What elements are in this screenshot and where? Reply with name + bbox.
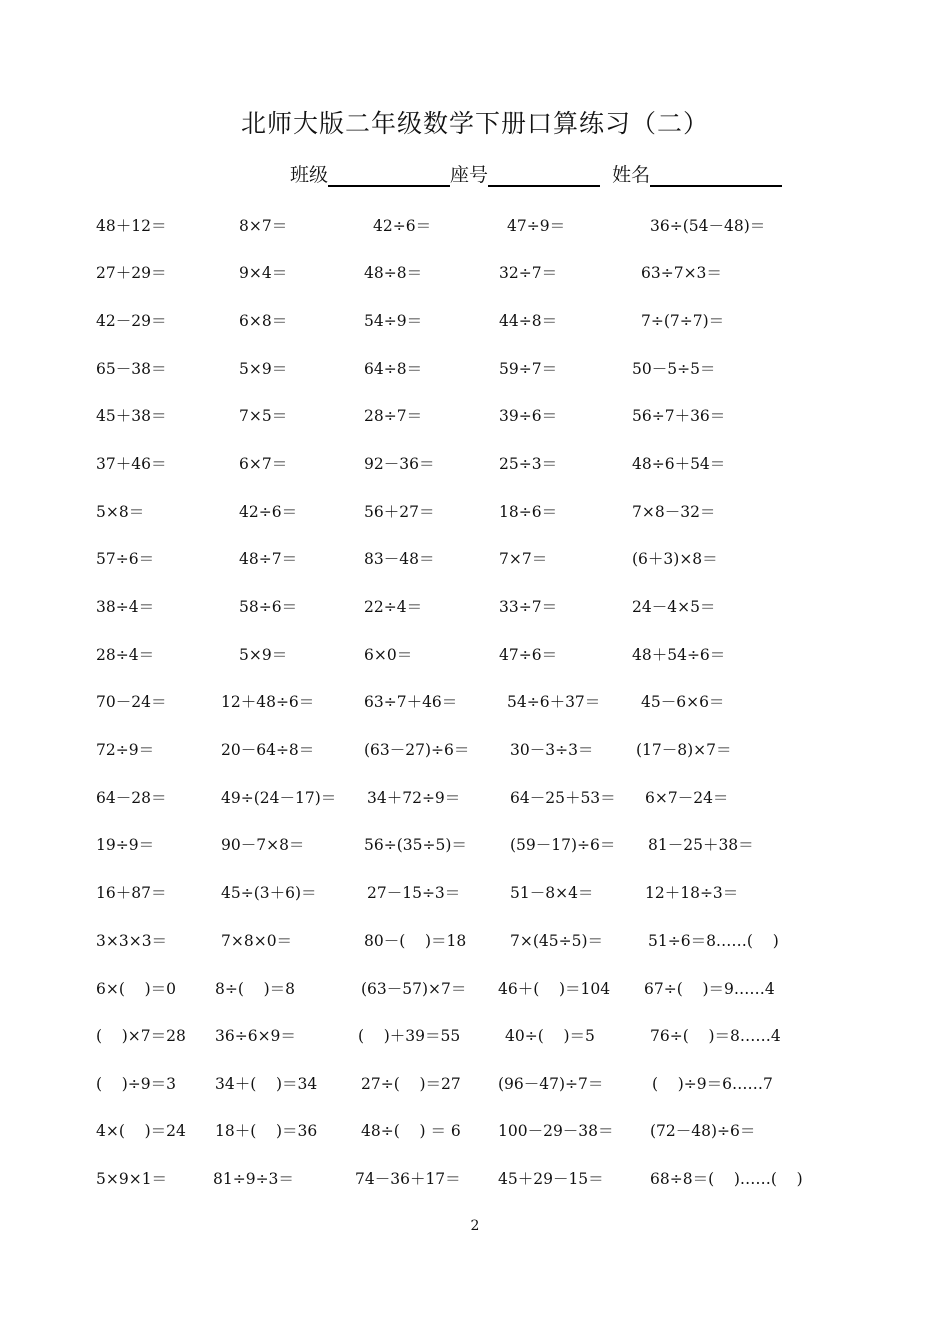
exercise-row [0, 1072, 950, 1096]
exercise-item: ( )÷9＝3 [96, 1075, 177, 1093]
exercise-item: 56＋27＝ [364, 503, 435, 521]
exercise-item: 32÷7＝ [499, 264, 558, 282]
exercise-item: 48÷7＝ [239, 550, 298, 568]
exercise-item: (72－48)÷6＝ [650, 1122, 756, 1140]
exercise-item: 45－6×6＝ [641, 693, 725, 711]
exercise-item: 42÷6＝ [373, 217, 432, 235]
exercise-row [0, 643, 950, 667]
exercise-item: (59－17)÷6＝ [510, 836, 616, 854]
exercise-item: 67÷( )＝9……4 [644, 980, 775, 998]
exercise-item: 16＋87＝ [96, 884, 167, 902]
exercise-item: 12＋48÷6＝ [221, 693, 315, 711]
exercise-item: 7×5＝ [239, 407, 288, 425]
exercise-item: 7×7＝ [499, 550, 548, 568]
exercise-item: 81－25＋38＝ [648, 836, 754, 854]
exercise-item: (96－47)÷7＝ [498, 1075, 604, 1093]
exercise-item: 34＋( )＝34 [215, 1075, 318, 1093]
exercise-item: 40÷( )＝5 [505, 1027, 595, 1045]
exercise-row [0, 547, 950, 571]
exercise-row [0, 357, 950, 381]
exercise-item: 100－29－38＝ [498, 1122, 614, 1140]
exercise-item: 76÷( )＝8……4 [650, 1027, 781, 1045]
exercise-item: 63÷7×3＝ [641, 264, 722, 282]
exercise-item: 68÷8＝( )……( ) [650, 1170, 803, 1188]
exercise-item: 28÷7＝ [364, 407, 423, 425]
exercise-row [0, 1119, 950, 1143]
exercise-item: 6×7＝ [239, 455, 288, 473]
exercise-item: 64－28＝ [96, 789, 167, 807]
exercise-item: 28÷4＝ [96, 646, 155, 664]
exercise-item: 34＋72÷9＝ [367, 789, 461, 807]
exercise-row [0, 881, 950, 905]
exercise-item: 6×7－24＝ [645, 789, 729, 807]
exercise-item: (6＋3)×8＝ [632, 550, 718, 568]
exercise-item: 65－38＝ [96, 360, 167, 378]
exercise-item: 7×8×0＝ [221, 932, 293, 950]
exercise-item: 47÷9＝ [507, 217, 566, 235]
exercise-item: 5×9＝ [239, 646, 288, 664]
exercise-item: 92－36＝ [364, 455, 435, 473]
exercise-row [0, 500, 950, 524]
exercise-item: 59÷7＝ [499, 360, 558, 378]
exercise-item: ( )＋39＝55 [358, 1027, 461, 1045]
exercise-row [0, 404, 950, 428]
exercise-row [0, 1024, 950, 1048]
exercise-row [0, 1167, 950, 1191]
exercise-row [0, 833, 950, 857]
exercise-item: 51－8×4＝ [510, 884, 594, 902]
exercise-item: 22÷4＝ [364, 598, 423, 616]
exercise-item: 5×9×1＝ [96, 1170, 168, 1188]
exercise-item: 27÷( )＝27 [361, 1075, 461, 1093]
exercise-item: 45÷(3＋6)＝ [221, 884, 317, 902]
exercise-item: 33÷7＝ [499, 598, 558, 616]
exercise-row [0, 786, 950, 810]
exercise-item: 5×8＝ [96, 503, 145, 521]
exercise-item: ( )÷9＝6……7 [652, 1075, 773, 1093]
exercise-item: 48＋54÷6＝ [632, 646, 726, 664]
exercise-item: 39÷6＝ [499, 407, 558, 425]
exercise-item: 48÷6＋54＝ [632, 455, 726, 473]
exercise-item: (63－57)×7＝ [361, 980, 467, 998]
class-blank[interactable] [328, 161, 450, 187]
exercise-row [0, 738, 950, 762]
exercise-item: 6×8＝ [239, 312, 288, 330]
exercise-item: 64÷8＝ [364, 360, 423, 378]
exercise-item: 74－36＋17＝ [355, 1170, 461, 1188]
seat-label: 座号 [450, 164, 489, 186]
exercise-item: 90－7×8＝ [221, 836, 305, 854]
exercise-item: 7×(45÷5)＝ [510, 932, 604, 950]
exercise-item: 8×7＝ [239, 217, 288, 235]
exercise-row [0, 690, 950, 714]
exercise-item: 24－4×5＝ [632, 598, 716, 616]
exercise-item: 81÷9÷3＝ [213, 1170, 294, 1188]
exercise-item: 37＋46＝ [96, 455, 167, 473]
exercise-item: 51÷6＝8……( ) [648, 932, 779, 950]
exercise-item: 42÷6＝ [239, 503, 298, 521]
exercise-item: 48÷8＝ [364, 264, 423, 282]
exercise-item: 18÷6＝ [499, 503, 558, 521]
exercise-item: 18＋( )＝36 [215, 1122, 318, 1140]
exercise-item: 54÷6＋37＝ [507, 693, 601, 711]
exercise-item: 45＋29－15＝ [498, 1170, 604, 1188]
exercise-item: 30－3÷3＝ [510, 741, 594, 759]
student-info [290, 160, 782, 187]
exercise-item: 45＋38＝ [96, 407, 167, 425]
exercise-item: 27＋29＝ [96, 264, 167, 282]
exercise-item: 58÷6＝ [239, 598, 298, 616]
page-number: 2 [470, 1218, 480, 1234]
exercise-item: 50－5÷5＝ [632, 360, 716, 378]
exercise-item: (63－27)÷6＝ [364, 741, 470, 759]
exercise-item: 9×4＝ [239, 264, 288, 282]
exercise-item: 6×( )＝0 [96, 980, 177, 998]
exercise-row [0, 309, 950, 333]
exercise-item: 8÷( )＝8 [215, 980, 296, 998]
exercise-item: 25÷3＝ [499, 455, 558, 473]
exercise-item: 80－( )＝18 [364, 932, 467, 950]
exercise-item: 44÷8＝ [499, 312, 558, 330]
exercise-item: 19÷9＝ [96, 836, 155, 854]
exercise-item: 64－25＋53＝ [510, 789, 616, 807]
exercise-item: 47÷6＝ [499, 646, 558, 664]
exercise-item: 63÷7＋46＝ [364, 693, 458, 711]
exercise-item: 57÷6＝ [96, 550, 155, 568]
exercise-row [0, 977, 950, 1001]
exercise-item: 54÷9＝ [364, 312, 423, 330]
exercise-row [0, 595, 950, 619]
exercise-row [0, 929, 950, 953]
exercise-item: 70－24＝ [96, 693, 167, 711]
exercise-item: 5×9＝ [239, 360, 288, 378]
exercise-item: (17－8)×7＝ [636, 741, 732, 759]
exercise-item: ( )×7＝28 [96, 1027, 186, 1045]
exercise-item: 46＋( )＝104 [498, 980, 611, 998]
exercise-item: 6×0＝ [364, 646, 413, 664]
exercise-row [0, 214, 950, 238]
exercise-item: 7×8－32＝ [632, 503, 716, 521]
exercise-row [0, 261, 950, 285]
exercise-item: 48＋12＝ [96, 217, 167, 235]
exercise-item: 7÷(7÷7)＝ [641, 312, 725, 330]
class-label: 班级 [290, 164, 329, 186]
exercise-item: 48÷( ) ＝ 6 [361, 1122, 461, 1140]
exercise-item: 3×3×3＝ [96, 932, 168, 950]
name-blank[interactable] [650, 161, 782, 187]
exercise-item: 36÷(54－48)＝ [650, 217, 766, 235]
exercise-item: 12＋18÷3＝ [645, 884, 739, 902]
exercise-item: 72÷9＝ [96, 741, 155, 759]
seat-blank[interactable] [488, 161, 600, 187]
page-title: 北师大版二年级数学下册口算练习（二） [240, 109, 709, 138]
exercise-item: 20－64÷8＝ [221, 741, 315, 759]
exercise-item: 49÷(24－17)＝ [221, 789, 337, 807]
exercise-item: 56÷7＋36＝ [632, 407, 726, 425]
exercise-row [0, 452, 950, 476]
exercise-item: 36÷6×9＝ [215, 1027, 296, 1045]
name-label: 姓名 [612, 164, 651, 186]
exercise-item: 38÷4＝ [96, 598, 155, 616]
exercise-item: 56÷(35÷5)＝ [364, 836, 467, 854]
exercise-item: 42－29＝ [96, 312, 167, 330]
exercise-item: 83－48＝ [364, 550, 435, 568]
exercise-item: 27－15÷3＝ [367, 884, 461, 902]
exercise-item: 4×( )＝24 [96, 1122, 186, 1140]
